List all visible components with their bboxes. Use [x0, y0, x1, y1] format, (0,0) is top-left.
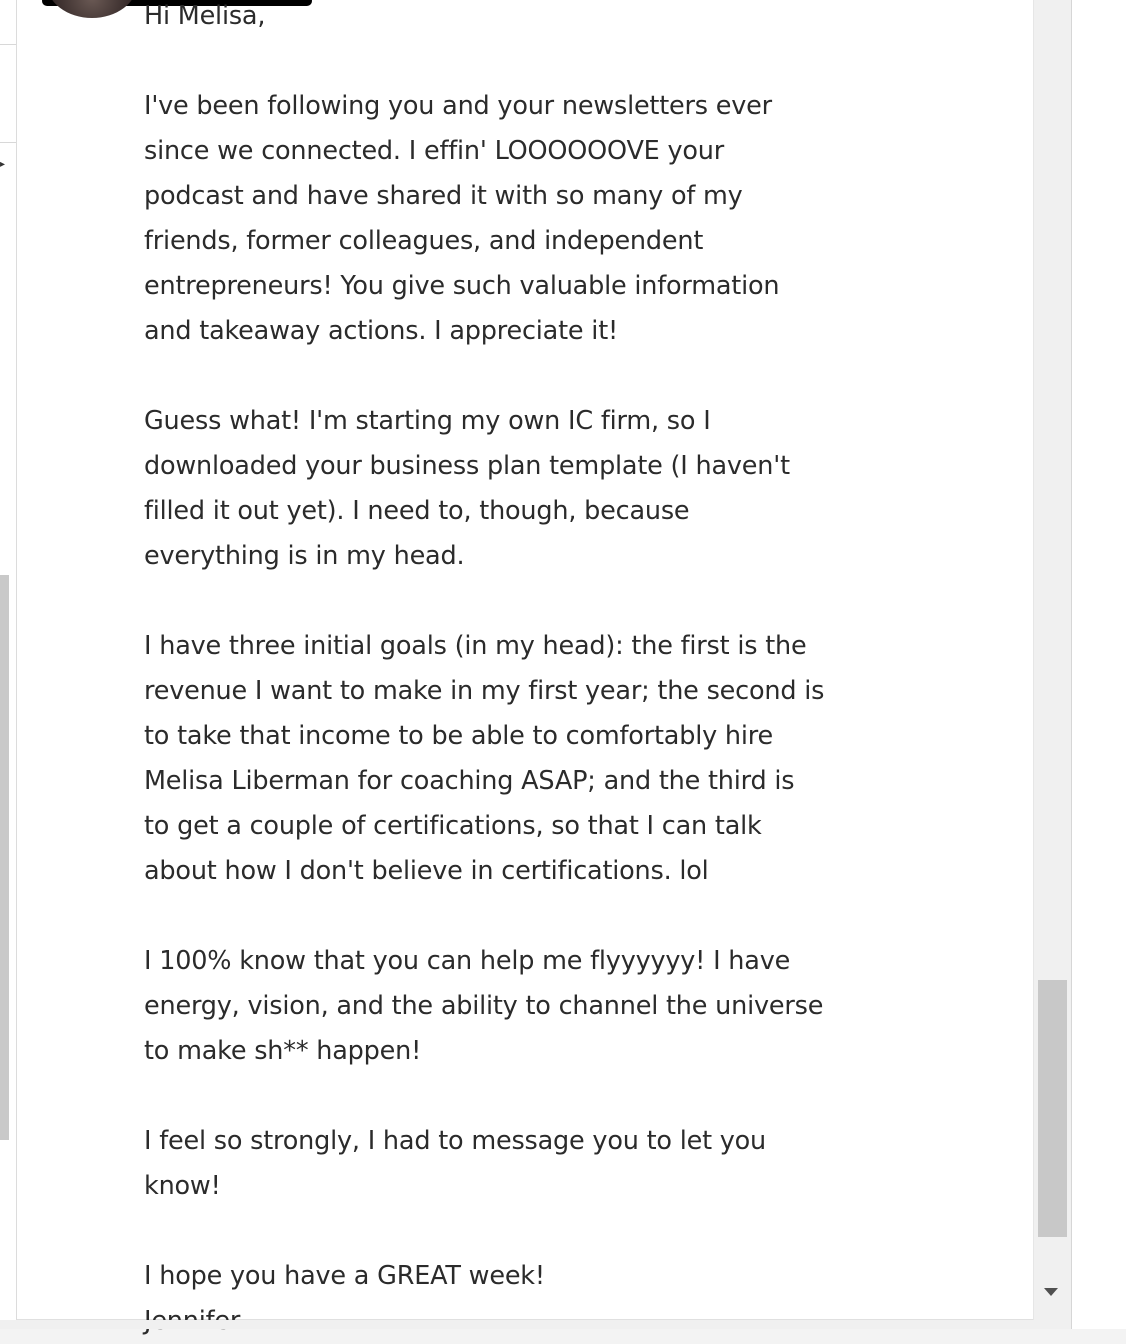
- message-body: [144, 0, 904, 1327]
- message-pane: [17, 0, 1033, 1320]
- message-greeting: Hi Melisa,: [144, 1, 266, 31]
- message-closing: I hope you have a GREAT week!: [144, 1261, 545, 1291]
- conversation-list-scrollbar[interactable]: [0, 575, 9, 1140]
- chevron-down-icon[interactable]: [1044, 1288, 1058, 1296]
- message-paragraph: I've been following you and your newsletters ever since we connected. I effin' LOOOOOOVE your podcast and have shared it with so many of my friends, former colleagues, and independent entrepreneurs! You give such valuable information and takeaway actions. I appreciate it!: [144, 91, 780, 346]
- avatar[interactable]: [47, 0, 137, 18]
- window-edge: [1071, 0, 1126, 1329]
- message-paragraph: I 100% know that you can help me flyyyyyy! I have energy, vision, and the ability to channel the universe to make sh** happen!: [144, 946, 824, 1066]
- message-paragraph: I have three initial goals (in my head): the first is the revenue I want to make in my first year; the second is to take that income to be able to comfortably hire Melisa Liberman for coaching ASAP; and the third is to get a couple of certifications, so that I can talk about how I don't believe in certifications. lol: [144, 631, 825, 886]
- bottom-bar: [0, 1320, 1071, 1329]
- divider: [0, 44, 16, 45]
- caret-icon: ▸: [0, 159, 6, 170]
- message-scrollbar[interactable]: [1033, 0, 1071, 1320]
- divider: [0, 142, 16, 143]
- scrollbar-thumb[interactable]: [1038, 980, 1067, 1237]
- conversation-list-edge: [0, 0, 17, 1329]
- message-paragraph: Guess what! I'm starting my own IC firm, so I downloaded your business plan template (I haven't filled it out yet). I need to, though, because everything is in my head.: [144, 406, 790, 571]
- message-paragraph: I feel so strongly, I had to message you to let you know!: [144, 1126, 767, 1201]
